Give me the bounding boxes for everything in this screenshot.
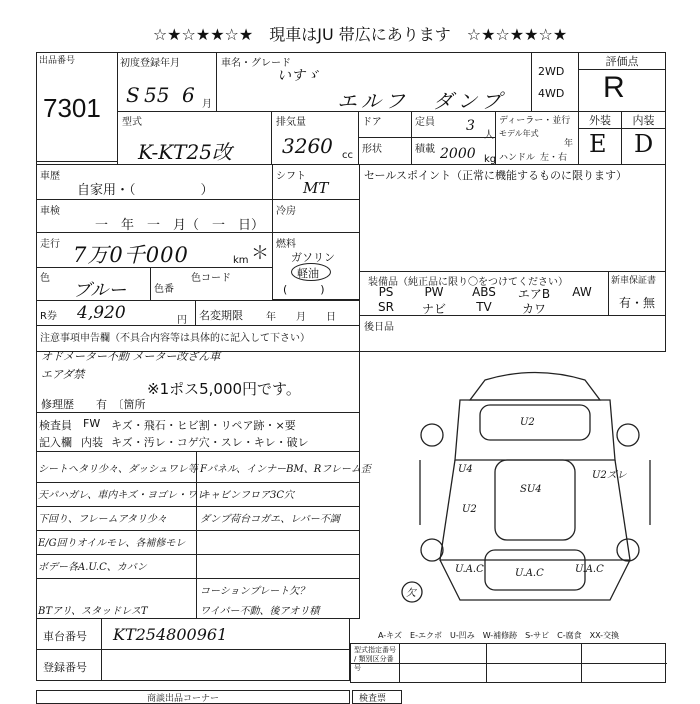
capacity-value: 3	[466, 118, 475, 134]
inspector-row2: キズ・汚レ・コゲ穴・スレ・キレ・破レ	[111, 436, 309, 449]
diagram-label-4: U2	[462, 504, 477, 515]
shape-box	[358, 137, 412, 165]
chassis-value: KT254800961	[113, 625, 228, 644]
ac-box	[272, 199, 360, 233]
displacement-box	[271, 111, 359, 165]
name-change-value: 年 月 日	[266, 312, 336, 323]
bottom-left-label: 商談出品コーナー	[147, 694, 220, 704]
history-label: 車歴	[40, 171, 60, 182]
shift-box	[272, 164, 360, 200]
load-label: 積載	[415, 144, 435, 155]
equipment-label: 装備品（純正品に限り〇をつけてください）	[368, 277, 568, 288]
inspector-box	[36, 412, 360, 452]
diagram-label-8: U.A.C	[575, 564, 604, 575]
remark-11: ワイパー不動、後アオリ積	[200, 606, 320, 617]
fuel-opt2: 軽油	[297, 267, 319, 280]
first-reg-month-unit: 月	[202, 99, 212, 110]
score-box	[578, 52, 666, 112]
model-code-value: K-KT25改	[138, 140, 232, 164]
bottom-strip-left	[36, 690, 350, 704]
equipment-tv: TV	[476, 300, 492, 314]
equipment-box	[359, 271, 609, 316]
mileage-mark: ＊	[251, 243, 269, 264]
equipment-pw: PW	[424, 285, 444, 299]
diagram-label-7: U.A.C	[515, 568, 544, 579]
diagram-label-6: U.A.C	[455, 564, 484, 575]
door-label: ドア	[362, 117, 382, 128]
interior-box	[621, 111, 666, 165]
header-banner: ☆★☆★★☆★ 現車はJU 帯広にあります ☆★☆★★☆★	[152, 25, 568, 44]
selling-label: セールスポイント（正常に機能するものに限ります）	[364, 169, 628, 182]
color-box	[36, 267, 151, 301]
inspector-label2: 記入欄	[39, 436, 72, 449]
first-reg-label: 初度登録年月	[120, 58, 180, 69]
color-no-label: 色番	[154, 284, 174, 295]
remark-10: BTアリ、スタッドレスT	[38, 606, 148, 617]
warranty-box	[608, 271, 666, 316]
model-year-unit: 年	[564, 139, 574, 149]
capacity-label: 定員	[415, 117, 435, 128]
notes-line3: ※1ポス5,000円です。	[147, 380, 301, 398]
notes-box	[36, 325, 360, 413]
first-reg-era: S	[126, 83, 140, 107]
remark-1: シートヘタリ少々、ダッシュワレ等	[38, 464, 198, 475]
displacement-value: 3260	[282, 134, 333, 158]
first-reg-year: 55	[144, 83, 170, 107]
warranty-value: 有・無	[619, 296, 656, 310]
drive-4wd: 4WD	[538, 87, 565, 100]
rear-seat-box	[359, 315, 666, 352]
equipment-ps: PS	[378, 285, 394, 299]
name-label: 車名・グレード	[221, 58, 291, 69]
drive-2wd: 2WD	[538, 65, 565, 78]
recycle-label: R券	[40, 311, 57, 322]
capacity-unit: 人	[484, 130, 494, 141]
load-box	[411, 137, 496, 165]
remark-7: E/G回りオイルモレ、各補修モレ	[38, 538, 186, 549]
diagram-label-2: U4	[458, 464, 473, 475]
car-damage-diagram	[400, 360, 670, 620]
recycle-value: 4,920	[77, 303, 126, 323]
door-box	[358, 111, 412, 138]
notes-repair: 修理歴 有 〔箇所	[41, 398, 146, 411]
chassis-box	[36, 618, 350, 650]
bottom-strip-right	[352, 690, 402, 704]
inspector-row1-tag: FW	[83, 417, 101, 430]
remark-4: キャビンフロア3C穴	[200, 490, 295, 501]
exterior-label: 外装	[579, 112, 621, 129]
capacity-box	[411, 111, 496, 141]
recycle-unit: 円	[177, 315, 187, 326]
inspection-box	[36, 199, 273, 233]
shift-label: シフト	[276, 171, 306, 182]
diagram-label-5: U2ズレ	[592, 470, 627, 481]
remark-6: ダンプ荷台コガエ、レバー不調	[200, 514, 340, 525]
exterior-box	[578, 111, 622, 165]
load-unit: kg	[484, 154, 497, 165]
model-designation-box	[350, 643, 666, 683]
load-value: 2000	[440, 146, 476, 162]
first-reg-box	[117, 52, 217, 112]
fuel-brackets: ( )	[283, 283, 325, 296]
color-code-label: 色コード	[191, 273, 231, 284]
equipment-grid	[366, 285, 602, 315]
inspection-label: 車検	[40, 206, 60, 217]
color-label: 色	[40, 273, 50, 284]
equipment-navi: ナビ	[421, 302, 446, 316]
remark-5: 下回り、フレームアタリ少々	[38, 514, 167, 525]
name-maker: いすゞ	[277, 68, 319, 84]
shift-value: MT	[303, 179, 329, 197]
name-change-box	[195, 300, 360, 326]
diagram-label-1: U2	[520, 417, 535, 428]
lot-number: 7301	[43, 93, 101, 123]
equipment-leather: カワ	[521, 302, 546, 316]
score-label: 評価点	[579, 53, 665, 70]
notes-label: 注意事項申告欄（不具合内容等は具体的に記入して下さい）	[40, 333, 310, 344]
rear-seat-label: 後日品	[364, 322, 394, 333]
mileage-value: 7万0千000	[73, 243, 189, 267]
handle-label: ハンドル	[499, 153, 536, 163]
notes-line2: エアダ禁	[41, 368, 85, 381]
selling-box	[359, 164, 666, 272]
lot-label: 出品番号	[39, 56, 76, 66]
remark-2: Fパネル、インナーBM、Rフレーム歪	[200, 464, 371, 475]
diagram-legend: A-キズ E-エクボ U-凹み W-補修跡 S-サビ C-腐食 XX-交換	[378, 631, 620, 640]
model-year-label: モデル年式	[499, 129, 539, 138]
inspector-row2-tag: 内装	[81, 436, 103, 449]
interior-label: 内装	[622, 112, 665, 129]
dealer-label: ディーラー・並行	[499, 116, 571, 126]
equipment-sr: SR	[378, 300, 394, 314]
inspector-row1: キズ・飛石・ヒビ割・リペア跡・×要	[111, 419, 296, 432]
registration-label: 登録番号	[43, 661, 87, 674]
mileage-box	[36, 232, 273, 268]
handle-options: 左・右	[540, 153, 568, 163]
name-model: エルフ ダンプ	[337, 89, 506, 113]
equipment-aw: AW	[572, 285, 592, 299]
remark-3: 天パハガレ、車内キズ・ヨゴレ・ワレ	[38, 490, 207, 501]
chassis-label: 車台番号	[43, 630, 87, 643]
fuel-label: 燃料	[276, 239, 296, 250]
bottom-right-label: 検査票	[359, 694, 387, 704]
name-box	[216, 52, 532, 112]
score-value: R	[603, 71, 625, 104]
recycle-box	[36, 300, 196, 326]
interior-value: D	[634, 130, 654, 158]
mileage-label: 走行	[40, 239, 60, 250]
history-value: 自家用・（ ）	[77, 183, 214, 198]
registration-box	[36, 649, 350, 681]
mileage-unit: km	[233, 255, 249, 266]
diagram-label-3: SU4	[520, 484, 542, 495]
model-designation-label: 型式指定番号 / 類別区分番号	[354, 646, 396, 672]
diagram-label-9: 欠	[406, 588, 416, 599]
remark-8: ボデー各A.U.C、カバン	[38, 562, 147, 573]
color-value: ブルー	[73, 280, 127, 301]
drive-box	[531, 52, 579, 112]
equipment-abs: ABS	[472, 285, 496, 299]
model-code-box	[117, 111, 272, 165]
shape-label: 形状	[362, 144, 382, 155]
lot-box	[36, 52, 118, 162]
ac-label: 冷房	[276, 206, 296, 217]
fuel-circle	[291, 263, 331, 281]
exterior-value: E	[589, 130, 607, 158]
model-code-label: 型式	[122, 117, 142, 128]
warranty-label: 新車保証書	[611, 276, 657, 286]
inspection-value: 一 年 一 月（ 一 日）	[95, 218, 265, 233]
inspector-label1: 検査員	[39, 419, 72, 432]
history-box	[36, 164, 273, 200]
fuel-box	[272, 232, 360, 300]
name-change-label: 名変期限	[199, 309, 243, 322]
dealer-box	[495, 111, 579, 165]
color-no-box	[150, 267, 273, 301]
remark-9: コーションプレート欠？	[200, 586, 310, 597]
equipment-airbag: エアB	[517, 287, 551, 301]
first-reg-month: 6	[182, 83, 195, 107]
displacement-label: 排気量	[276, 117, 306, 128]
fuel-opt1: ガソリン	[291, 251, 335, 264]
displacement-unit: cc	[342, 150, 353, 161]
notes-line1: オドメーター不動 メーター改ざん車	[41, 350, 221, 363]
